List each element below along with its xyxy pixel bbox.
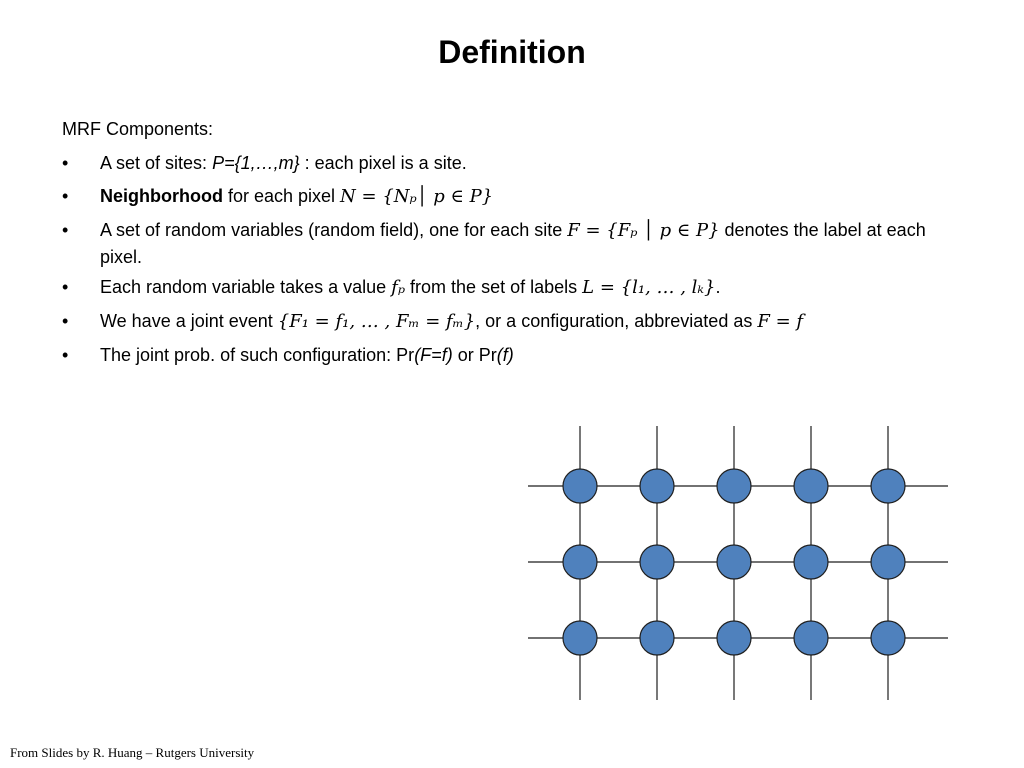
intro-text: MRF Components: (62, 119, 214, 139)
pixel-site-node (794, 621, 828, 655)
value-symbol: fₚ (391, 277, 406, 298)
bullet-neighborhood (62, 183, 942, 210)
pixel-site-node (794, 545, 828, 579)
bullet-joint-prob (62, 342, 942, 368)
pixel-site-node (563, 545, 597, 579)
neighborhood-formula: N = {Nₚ│ p ∈ P} (340, 186, 494, 207)
bullet-list (62, 150, 942, 375)
bullet-sites-post: : each pixel is a site. (299, 153, 467, 173)
footer-credit: From Slides by R. Huang – Rutgers University (10, 745, 255, 760)
bullet-random-field-post: denotes the label at each pixel. (100, 220, 926, 267)
bullet-random-field-pre: A set of random variables (random field), one for each site (100, 220, 568, 240)
bullet-neighborhood-pre: for each pixel (222, 186, 341, 206)
pixel-site-node (563, 621, 597, 655)
bullet-sites-pre: A set of sites: (100, 153, 213, 173)
bullet-sites (62, 150, 942, 176)
pixel-site-node (717, 545, 751, 579)
sites-set: P={1,…,m} (212, 153, 300, 173)
prob-argument-ff: (F=f) (414, 345, 453, 365)
bullet-labels-post: . (715, 277, 721, 297)
pixel-site-node (871, 621, 905, 655)
pixel-site-node (717, 621, 751, 655)
pixel-site-node (717, 469, 751, 503)
bullet-labels (62, 274, 942, 301)
configuration-formula: F = f (757, 311, 804, 332)
pixel-site-node (563, 469, 597, 503)
bullet-joint-event-mid: , or a configuration, abbreviated as (475, 311, 758, 331)
bullet-labels-pre: Each random variable takes a value (100, 277, 392, 297)
label-set-formula: L = {l₁, … , lₖ} (582, 277, 716, 298)
pixel-site-node (640, 469, 674, 503)
pixel-site-node (871, 545, 905, 579)
bullet-joint-prob-mid: or Pr (452, 345, 497, 365)
bullet-joint-event-pre: We have a joint event (100, 311, 278, 331)
prob-argument-f: (f) (496, 345, 514, 365)
slide-title: Definition (438, 34, 586, 70)
pixel-site-node (794, 469, 828, 503)
pixel-site-node (640, 621, 674, 655)
pixel-grid-diagram (520, 420, 960, 710)
pixel-site-node (640, 545, 674, 579)
joint-event-formula: {F₁ = f₁, … , Fₘ = fₘ} (277, 311, 476, 332)
bullet-random-field (62, 217, 942, 270)
bullet-labels-mid: from the set of labels (405, 277, 583, 297)
bullet-joint-prob-pre: The joint prob. of such configuration: Pr (100, 345, 415, 365)
random-field-formula: F = {Fₚ │ p ∈ P} (567, 220, 720, 241)
neighborhood-term: Neighborhood (100, 186, 223, 206)
bullet-joint-event (62, 308, 942, 335)
pixel-site-node (871, 469, 905, 503)
